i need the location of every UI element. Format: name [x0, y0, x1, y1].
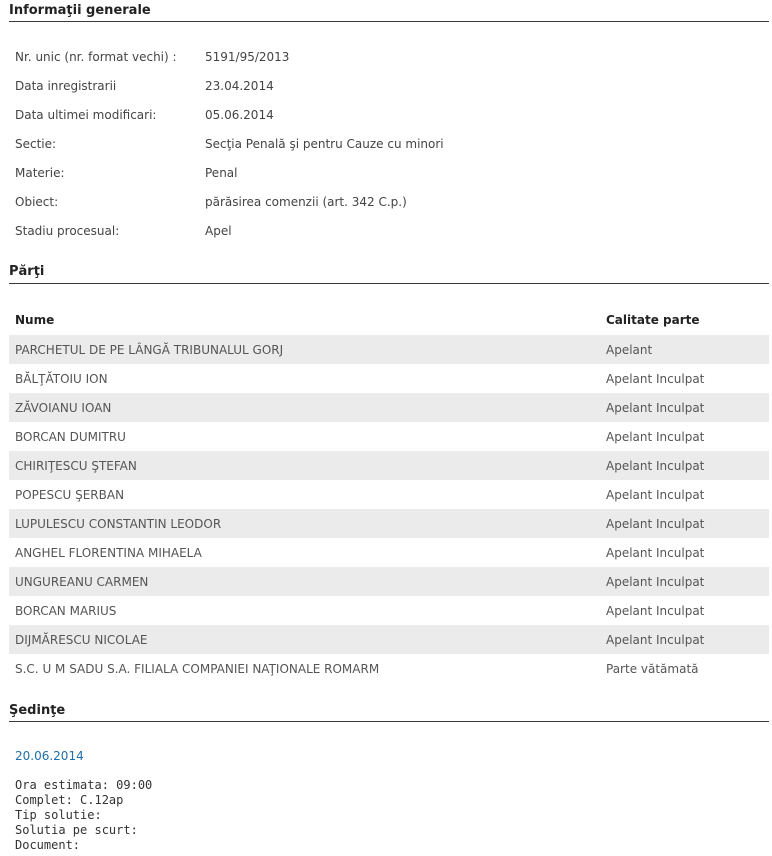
info-label: Data ultimei modificari: [15, 108, 157, 122]
table-row [9, 567, 769, 596]
party-role: Apelant Inculpat [606, 633, 705, 647]
table-row [9, 480, 769, 509]
table-row [9, 538, 769, 567]
party-role: Apelant [606, 343, 653, 357]
parties-divider [9, 283, 769, 284]
info-label: Stadiu procesual: [15, 224, 120, 238]
party-name: BĂLŢĂTOIU ION [15, 372, 108, 386]
party-name: CHIRIŢESCU ŞTEFAN [15, 459, 137, 473]
info-value-matter: Penal [205, 166, 238, 180]
info-divider [9, 21, 769, 22]
hearing-panel: Complet: C.12ap [15, 793, 124, 807]
info-value-registration-date: 23.04.2014 [205, 79, 274, 93]
hearing-estimated-time: Ora estimata: 09:00 [15, 778, 153, 792]
party-name: S.C. U M SADU S.A. FILIALA COMPANIEI NAŢIONALE ROMARM [15, 662, 380, 676]
info-value-object: părăsirea comenzii (art. 342 C.p.) [205, 195, 407, 209]
info-section-title: Informaţii generale [9, 3, 151, 18]
table-row [9, 422, 769, 451]
table-row [9, 625, 769, 654]
party-name: LUPULESCU CONSTANTIN LEODOR [15, 517, 222, 531]
party-role: Apelant Inculpat [606, 488, 705, 502]
info-label: Sectie: [15, 137, 57, 151]
party-name: UNGUREANU CARMEN [15, 575, 149, 589]
party-role: Apelant Inculpat [606, 459, 705, 473]
hearing-solution-summary: Solutia pe scurt: [15, 823, 138, 837]
party-role: Apelant Inculpat [606, 604, 705, 618]
party-name: DIJMĂRESCU NICOLAE [15, 633, 148, 647]
party-role: Apelant Inculpat [606, 517, 705, 531]
hearing-date-link[interactable]: 20.06.2014 [15, 749, 84, 763]
party-role: Parte vătămată [606, 662, 699, 676]
party-role: Apelant Inculpat [606, 430, 705, 444]
table-row [9, 596, 769, 625]
hearing-document: Document: [15, 838, 81, 852]
hearings-divider [9, 721, 769, 722]
hearings-section-title: Şedinţe [9, 703, 66, 718]
table-row [9, 335, 769, 364]
party-name: ANGHEL FLORENTINA MIHAELA [15, 546, 202, 560]
info-label: Materie: [15, 166, 65, 180]
info-label: Data inregistrarii [15, 79, 117, 93]
info-label: Nr. unic (nr. format vechi) : [15, 50, 177, 64]
table-row [9, 654, 769, 683]
party-name: BORCAN DUMITRU [15, 430, 126, 444]
party-role: Apelant Inculpat [606, 575, 705, 589]
info-value-last-modified: 05.06.2014 [205, 108, 274, 122]
table-row [9, 509, 769, 538]
info-value-case-number: 5191/95/2013 [205, 50, 290, 64]
party-role: Apelant Inculpat [606, 372, 705, 386]
party-role: Apelant Inculpat [606, 401, 705, 415]
party-name: ZĂVOIANU IOAN [15, 401, 112, 415]
table-row [9, 451, 769, 480]
info-label: Obiect: [15, 195, 59, 209]
party-name: POPESCU ŞERBAN [15, 488, 125, 502]
info-value-stage: Apel [205, 224, 232, 238]
column-header-name: Nume [15, 313, 55, 327]
table-row [9, 364, 769, 393]
info-value-section: Secţia Penală şi pentru Cauze cu minori [205, 137, 444, 151]
table-row [9, 393, 769, 422]
column-header-role: Calitate parte [606, 313, 700, 327]
hearing-solution-type: Tip solutie: [15, 808, 102, 822]
parties-section-title: Părţi [9, 264, 45, 279]
party-name: PARCHETUL DE PE LÂNGĂ TRIBUNALUL GORJ [15, 343, 284, 357]
party-role: Apelant Inculpat [606, 546, 705, 560]
party-name: BORCAN MARIUS [15, 604, 117, 618]
